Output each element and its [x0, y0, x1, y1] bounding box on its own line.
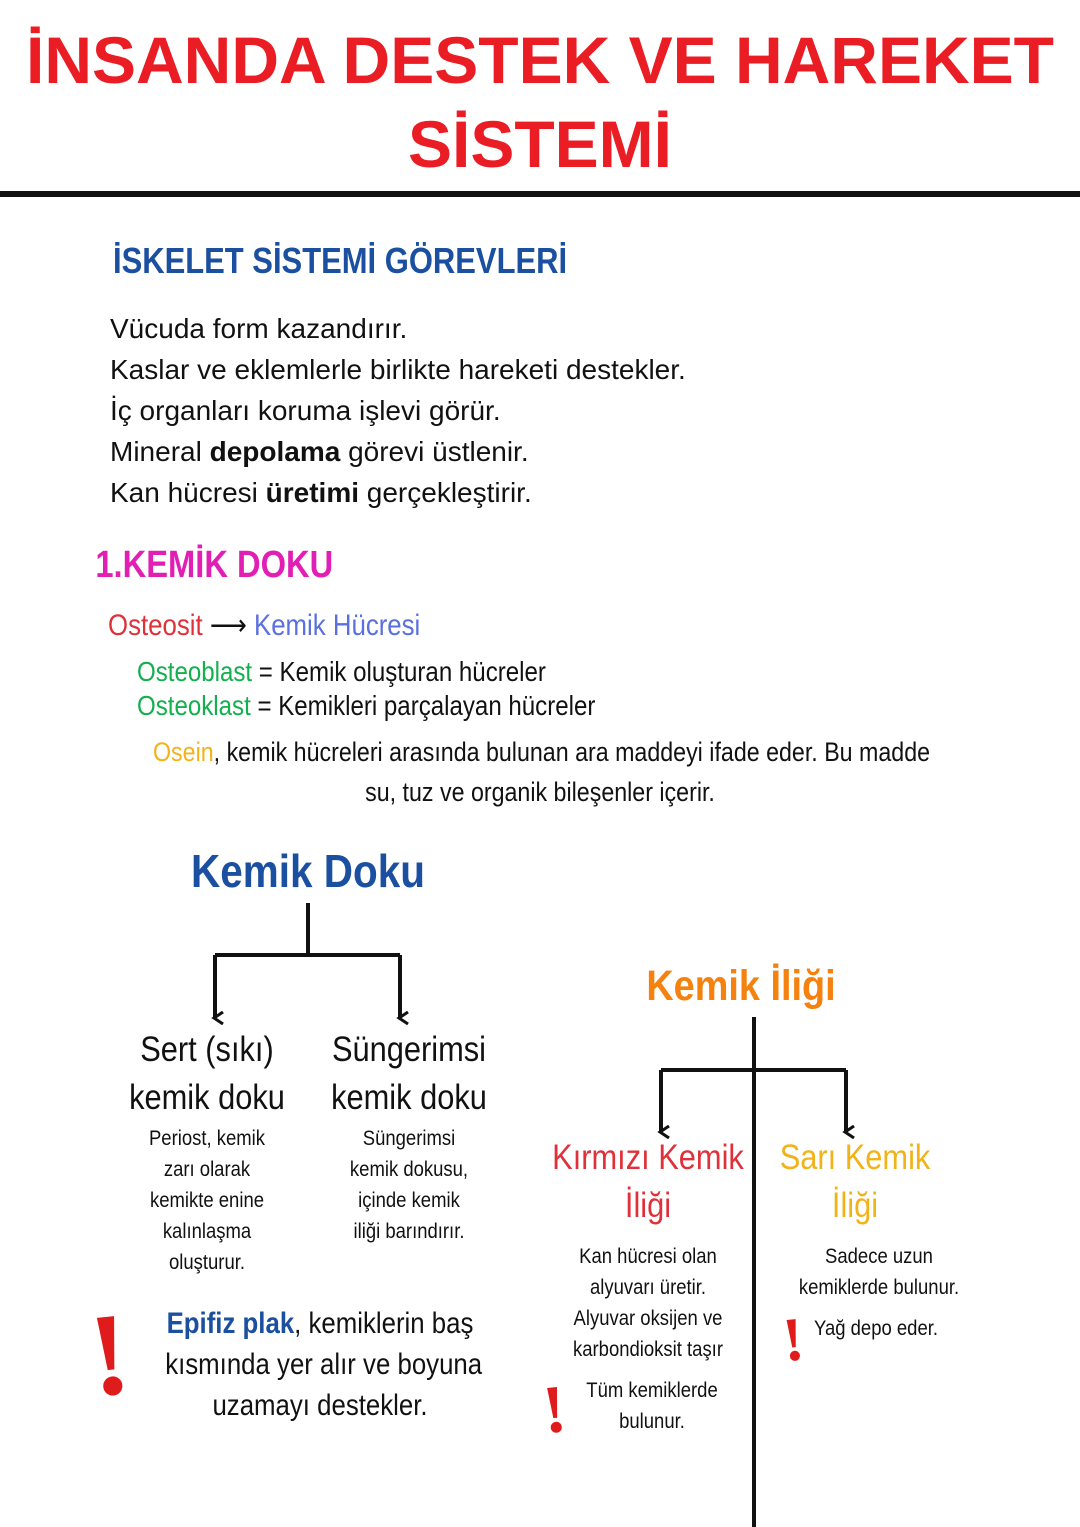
osteoblast-line: Osteoblast = Kemik oluşturan hücreler	[137, 656, 546, 687]
bone-tissue-heading: 1.KEMİK DOKU	[95, 544, 334, 586]
skeleton-functions-heading: İSKELET SİSTEMİ GÖREVLERİ	[112, 240, 568, 281]
list-item: Kaslar ve eklemlerle birlikte hareketi destekler.	[110, 354, 686, 385]
yellow-marrow-warning: Yağ depo eder.	[814, 1317, 938, 1340]
osteoklast-line: Osteoklast = Kemikleri parçalayan hücreler	[137, 690, 596, 721]
yellow-marrow-note: Sadece uzun kemiklerde bulunur.	[798, 1245, 960, 1299]
arrow-icon: ⟶	[209, 609, 247, 642]
bone-tissue-tree	[215, 903, 400, 1018]
compact-bone-title: Sert (sıkı) kemik doku	[129, 1030, 285, 1117]
list-item: İç organları koruma işlevi görür.	[110, 395, 501, 426]
spongy-bone-title: Süngerimsi kemik doku	[331, 1030, 487, 1117]
red-marrow-note: Kan hücresi olan alyuvarı üretir. Alyuvar oksijen ve karbondioksit taşır	[573, 1245, 723, 1361]
title-line-2: SİSTEMİ	[407, 107, 673, 181]
osteosit-term: Osteosit	[108, 609, 203, 642]
bone-marrow-diagram-title: Kemik İliği	[646, 962, 836, 1010]
osein-paragraph: Osein, kemik hücreleri arasında bulunan ara maddeyi ifade eder. Bu madde su, tuz ve organik bileşenler içerir.	[153, 737, 931, 807]
bone-cell-term: Kemik Hücresi	[253, 609, 421, 642]
exclamation-icon: !	[779, 1305, 808, 1375]
list-item: Mineral depolama görevi üstlenir.	[110, 436, 529, 467]
list-item: Vücuda form kazandırır.	[110, 313, 408, 344]
red-marrow-title: Kırmızı Kemik İliği	[552, 1138, 744, 1225]
bone-tissue-diagram-title: Kemik Doku	[191, 845, 425, 897]
exclamation-icon: !	[83, 1287, 136, 1422]
title-line-1: İNSANDA DESTEK VE HAREKET	[26, 23, 1054, 97]
epifiz-note: Epifiz plak, kemiklerin baş kısmında yer alır ve boyuna uzamayı destekler.	[165, 1307, 483, 1422]
compact-bone-note: Periost, kemik zarı olarak kemikte enine kalınlaşma oluşturur.	[148, 1127, 266, 1274]
yellow-marrow-title: Sarı Kemik İliği	[779, 1138, 931, 1225]
spongy-bone-note: Süngerimsi kemik dokusu, içinde kemik iliği barındırır.	[349, 1127, 469, 1243]
list-item: Kan hücresi üretimi gerçekleştirir.	[110, 477, 532, 508]
red-marrow-warning: Tüm kemiklerde bulunur.	[586, 1379, 718, 1433]
exclamation-icon: !	[539, 1370, 570, 1448]
